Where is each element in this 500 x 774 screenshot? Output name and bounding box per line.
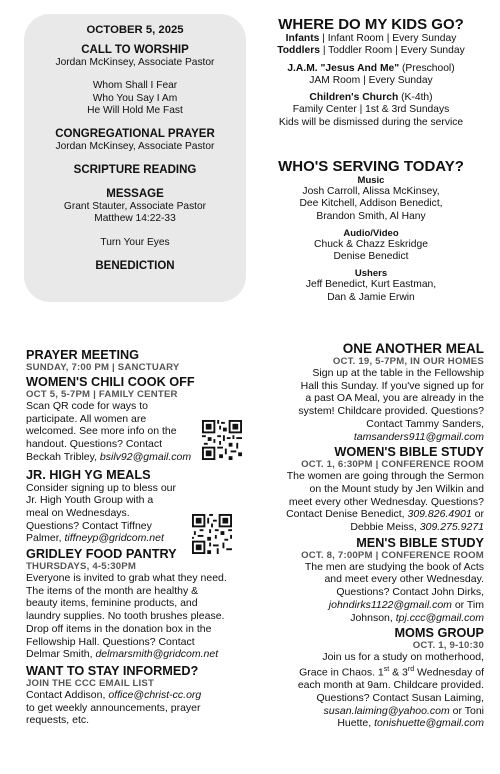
- wbs-or: or: [471, 508, 484, 521]
- infants-label: Infants: [285, 33, 320, 44]
- chili-qr-code-icon[interactable]: [202, 420, 242, 460]
- food-pantry-heading: GRIDLEY FOOD PANTRY: [26, 547, 177, 562]
- scripture-reading-heading: SCRIPTURE READING: [73, 164, 197, 177]
- youth-line-2: Jr. High Youth Group with a: [26, 494, 154, 507]
- mens-bible-study-meta: OCT. 8, 7:00PM | CONFERENCE ROOM: [301, 549, 484, 561]
- one-another-meal-meta: OCT. 19, 5-7PM, IN OUR HOMES: [332, 356, 484, 367]
- chili-cook-off-heading: WOMEN'S CHILI COOK OFF: [26, 375, 195, 389]
- pantry-contact: Delmar Smith,: [26, 648, 96, 661]
- childrens-church-note: (K-4th): [398, 92, 433, 104]
- kids-heading: WHERE DO MY KIDS GO?: [278, 16, 464, 33]
- mbs-line-3: Questions? Contact John Dirks,: [336, 586, 484, 599]
- meal-line-2: Hall this Sunday. If you've signed up for: [300, 379, 484, 392]
- pantry-line-1: Everyone is invited to grab what they need.: [26, 572, 227, 585]
- one-another-meal-heading: ONE ANOTHER MEAL: [342, 341, 484, 356]
- mbs-line-1: The men are studying the book of Acts: [304, 560, 484, 573]
- order-of-service-panel: [24, 14, 246, 302]
- moms-sup-2: rd: [407, 665, 415, 673]
- wbs-line-3: meet every other Wednesday. Questions?: [288, 495, 484, 508]
- benediction-heading: BENEDICTION: [95, 259, 175, 272]
- audio-video-names-1: Chuck & Chazz Eskridge: [314, 238, 428, 250]
- moms-email-2[interactable]: tonishuette@gmail.com: [374, 717, 484, 730]
- moms-or: or Toni: [449, 704, 484, 717]
- prayer-meeting-meta: SUNDAY, 7:00 PM | SANCTUARY: [26, 362, 180, 373]
- wbs-line-1: The women are going through the Sermon: [286, 470, 484, 483]
- music-names-3: Brandon Smith, Al Hany: [316, 210, 426, 222]
- toddlers-info: | Toddler Room | Every Sunday: [319, 45, 465, 57]
- serving-heading: WHO'S SERVING TODAY?: [278, 158, 464, 175]
- moms-group-heading: MOMS GROUP: [394, 626, 484, 641]
- moms-line-2a: Grace in Chaos. 1: [299, 666, 384, 679]
- chili-contact: Beckah Tribley,: [26, 450, 100, 463]
- song-1: Whom Shall I Fear: [92, 80, 178, 92]
- youth-email[interactable]: tiffneyp@gridcom.net: [64, 532, 164, 545]
- message-speaker: Grant Stauter, Associate Pastor: [63, 201, 207, 213]
- music-label: Music: [357, 175, 385, 186]
- jam-note: (Preschool): [399, 62, 455, 74]
- call-to-worship-heading: CALL TO WORSHIP: [81, 44, 189, 57]
- song-3: He Will Hold Me Fast: [87, 104, 183, 116]
- moms-email[interactable]: susan.laiming@yahoo.com: [323, 704, 450, 717]
- meal-line-3: a past OA Meal, you are already in the: [305, 392, 484, 405]
- moms-sup-1: st: [383, 665, 390, 673]
- inform-contact: Contact Addison,: [26, 688, 109, 701]
- audio-video-names-2: Denise Benedict: [333, 251, 409, 263]
- chili-line-4: handout. Questions? Contact: [26, 438, 163, 451]
- chili-line-2: participate. All women are: [26, 412, 147, 425]
- right-announcements: [259, 342, 484, 730]
- pantry-line-6: Fellowship Hall. Questions? Contact: [26, 635, 195, 648]
- meal-email[interactable]: tamsanders911@gmail.com: [353, 430, 484, 443]
- message-heading: MESSAGE: [106, 188, 164, 201]
- inform-line-2: requests, etc.: [26, 714, 90, 727]
- youth-meals-heading: JR. HIGH YG MEALS: [26, 467, 151, 482]
- toddlers-label: Toddlers: [277, 45, 320, 57]
- congregational-prayer-heading: CONGREGATIONAL PRAYER: [55, 128, 215, 141]
- mbs-email-2[interactable]: tpj.ccc@gmail.com: [395, 611, 484, 624]
- pantry-line-5: Drop off items in the donation box in the: [26, 622, 212, 635]
- infants-info: | Infant Room | Every Sunday: [319, 33, 457, 44]
- youth-qr-code-icon[interactable]: [192, 514, 232, 554]
- womens-bible-study-heading: WOMEN'S BIBLE STUDY: [334, 445, 484, 460]
- serving-section: [256, 158, 486, 304]
- service-date: OCTOBER 5, 2025: [86, 24, 184, 36]
- mens-bible-study-heading: MEN'S BIBLE STUDY: [356, 535, 484, 550]
- music-names-1: Josh Carroll, Alissa McKinsey,: [302, 186, 440, 197]
- youth-line-1: Consider signing up to bless our: [26, 481, 177, 494]
- mbs-line-2: and meet every other Wednesday.: [324, 573, 484, 586]
- inform-email[interactable]: office@christ-cc.org: [108, 688, 202, 701]
- meal-line-5: Contact Tammy Sanders,: [366, 417, 484, 430]
- moms-line-3: each month at 9am. Childcare provided.: [297, 679, 484, 692]
- wbs-line-2: on the Mount study by Jen Wilkin and: [309, 482, 484, 495]
- wbs-contact: Contact Denise Benedict,: [286, 508, 408, 521]
- closing-song: Turn Your Eyes: [100, 236, 170, 248]
- call-to-worship-leader: Jordan McKinsey, Associate Pastor: [55, 57, 215, 69]
- ushers-label: Ushers: [354, 268, 388, 280]
- ushers-names-2: Dan & Jamie Erwin: [327, 291, 415, 303]
- inform-line-1: to get weekly announcements, prayer: [26, 701, 201, 714]
- wbs-contact-2: Debbie Meiss,: [350, 521, 420, 534]
- music-names-2: Dee Kitchell, Addison Benedict,: [299, 198, 443, 210]
- kids-dismiss-note: Kids will be dismissed during the service: [278, 116, 464, 128]
- food-pantry-meta: THURSDAYS, 4-5:30PM: [26, 561, 137, 573]
- mbs-email[interactable]: johndirks1122@gmail.com: [328, 598, 452, 611]
- kids-section: [256, 16, 486, 129]
- pantry-line-3: beauty items, feminine products, and: [26, 597, 198, 610]
- jam-label: J.A.M. "Jesus And Me": [287, 62, 400, 74]
- stay-informed-heading: WANT TO STAY INFORMED?: [26, 663, 199, 678]
- pantry-line-2: The items of the month are healthy &: [26, 584, 199, 597]
- ushers-names-1: Jeff Benedict, Kurt Eastman,: [305, 279, 437, 291]
- chili-cook-off-meta: OCT 5, 5-7PM | FAMILY CENTER: [26, 389, 178, 400]
- mbs-or: or Tim: [451, 598, 484, 611]
- moms-line-2c: Wednesday of: [414, 666, 484, 679]
- meal-line-4: system! Childcare provided. Questions?: [298, 405, 484, 418]
- prayer-meeting-heading: PRAYER MEETING: [26, 348, 140, 362]
- youth-contact: Palmer,: [26, 532, 65, 545]
- pantry-line-4: laundry supplies. No tooth brushes please.: [26, 610, 225, 623]
- youth-line-4: Questions? Contact Tiffney: [26, 519, 152, 532]
- moms-contact-2: Huette,: [337, 717, 375, 730]
- congregational-prayer-leader: Jordan McKinsey, Associate Pastor: [55, 141, 215, 153]
- stay-informed-meta: JOIN THE CCC EMAIL LIST: [26, 677, 155, 689]
- moms-line-4: Questions? Contact Susan Laiming,: [316, 691, 484, 704]
- chili-line-1: Scan QR code for ways to: [26, 400, 148, 412]
- mbs-contact-2: Johnson,: [350, 611, 396, 624]
- childrens-church-label: Children's Church: [309, 92, 399, 104]
- chili-email[interactable]: bsilv92@gmail.com: [99, 450, 192, 463]
- message-reference: Matthew 14:22-33: [94, 213, 176, 225]
- pantry-email[interactable]: delmarsmith@gridcom.net: [95, 648, 219, 661]
- song-2: Who You Say I Am: [92, 92, 178, 104]
- wbs-phone-2[interactable]: 309.275.9271: [419, 521, 484, 534]
- audio-video-label: Audio/Video: [343, 227, 399, 239]
- womens-bible-study-meta: OCT. 1, 6:30PM | CONFERENCE ROOM: [301, 459, 484, 471]
- wbs-phone-1[interactable]: 309.826.4901: [407, 508, 472, 521]
- meal-line-1: Sign up at the table in the Fellowship: [312, 367, 484, 379]
- jam-info: JAM Room | Every Sunday: [309, 74, 433, 86]
- chili-line-3: welcomed. See more info on the: [26, 425, 177, 438]
- childrens-church-info: Family Center | 1st & 3rd Sundays: [292, 104, 450, 116]
- moms-group-meta: OCT. 1, 9-10:30: [412, 640, 484, 652]
- youth-line-3: meal on Wednesdays.: [26, 506, 130, 519]
- moms-line-2b: & 3: [389, 666, 408, 679]
- moms-line-1: Join us for a study on motherhood,: [322, 651, 484, 664]
